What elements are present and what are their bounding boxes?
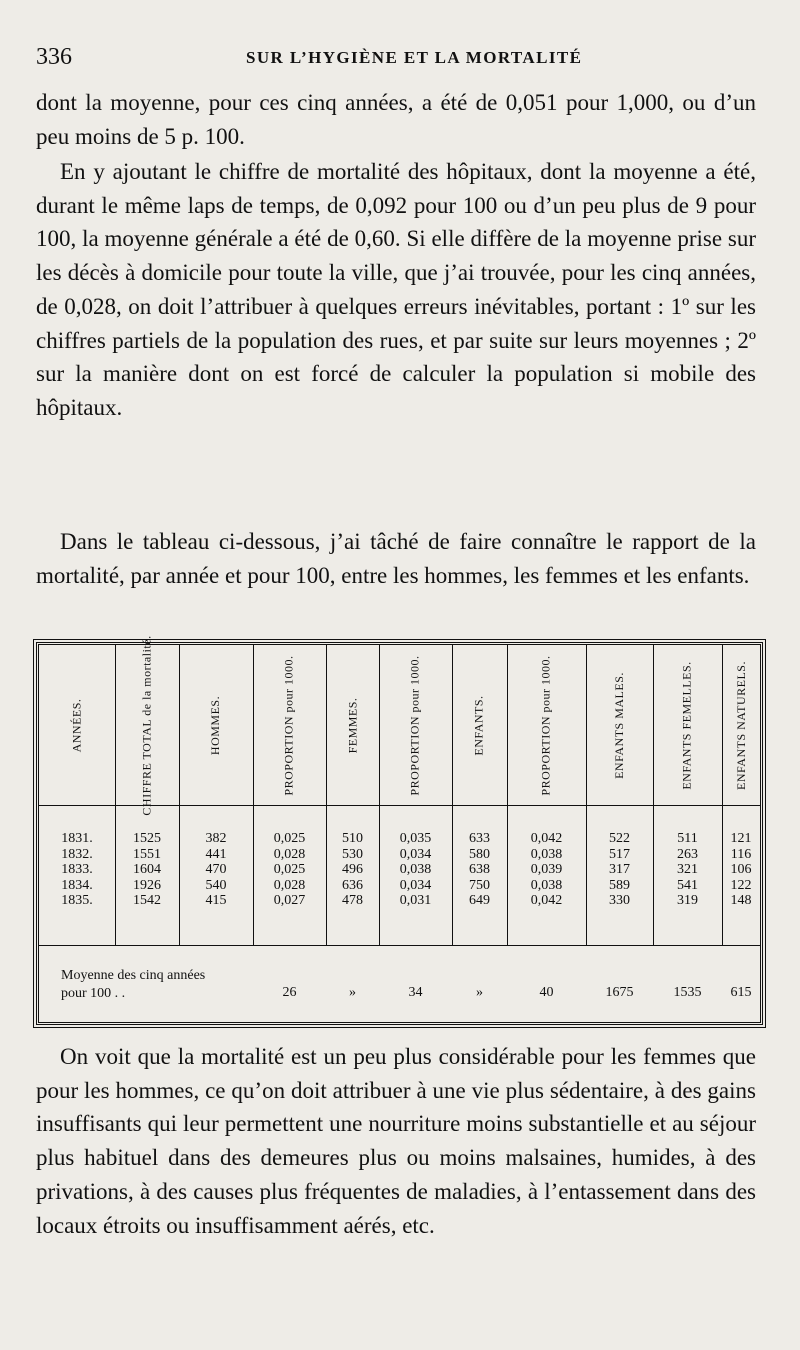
column-values: [179, 831, 253, 909]
table-cell: 319: [677, 893, 698, 908]
column-header: [115, 634, 179, 816]
table-cell: 580: [469, 846, 490, 862]
footer-divider: [39, 945, 760, 946]
table-cell: 1604: [133, 862, 161, 877]
table-cell: 636: [342, 877, 363, 893]
mortality-table: [36, 634, 763, 1025]
footer-value: 40: [539, 985, 554, 1000]
table-cell: 589: [609, 877, 630, 893]
table-cell: 511: [677, 831, 698, 846]
table-cell: 148: [730, 893, 752, 908]
column-header: [179, 645, 253, 805]
paragraph-3: Dans le tableau ci-dessous, j’ai tâché de faire connaître le rapport de la mortalité, par année et pour 100, entre les hommes, les femmes et les enfants.: [36, 529, 756, 588]
table-cell: 415: [205, 893, 227, 908]
table-cell: 510: [342, 831, 363, 846]
table-cell: 541: [677, 877, 698, 893]
column-header: [379, 645, 452, 805]
footer-value: 1675: [605, 985, 634, 1000]
column-values: [253, 831, 326, 909]
table-cell: 1835.: [61, 893, 93, 908]
footer-value: »: [349, 985, 356, 1000]
column-header-label: ANNÉES.: [69, 698, 84, 752]
table-cell: 317: [609, 862, 630, 877]
table-cell: 478: [342, 893, 363, 908]
column-values: [115, 831, 179, 909]
column-header: [653, 645, 722, 805]
table-cell: 121: [730, 831, 752, 846]
column-header-label: ENFANTS MALES.: [612, 671, 627, 779]
table-cell: 0,025: [273, 862, 306, 877]
table-cell: 263: [677, 846, 698, 862]
table-cell: 382: [205, 831, 227, 846]
table-cell: 0,042: [530, 831, 563, 846]
footer-value: 1535: [673, 985, 702, 1000]
column-header-label: ENFANTS NATURELS.: [733, 660, 748, 790]
table-columns: [39, 634, 760, 1022]
paragraph-4: On voit que la mortalité est un peu plus considérable pour les femmes que pour les hommes, ce qu’on doit attribuer à une vie plus sédentaire, à des gains insuffisants qui leur permettent une nourriture moins substantielle et au séjour plus habituel dans des demeures plus ou moins malsaines, humides, à des privations, à des causes plus fréquentes de maladies, à l’entassement dans des locaux étroits ou insuffisamment aérés, etc.: [36, 1044, 756, 1238]
column-header: [586, 645, 653, 805]
table-cell: 0,038: [399, 862, 432, 877]
column-header-label: ENFANTS FEMELLES.: [680, 660, 695, 790]
table-cell: 1551: [133, 846, 161, 862]
column-header: [452, 645, 507, 805]
table-cell: 122: [730, 877, 752, 893]
table-cell: 321: [677, 862, 698, 877]
table-cell: 540: [205, 877, 227, 893]
table-cell: 0,034: [399, 846, 432, 862]
column-values: [653, 831, 722, 909]
table-cell: 517: [609, 846, 630, 862]
table-cell: 638: [469, 862, 490, 877]
table-cell: 0,031: [399, 893, 432, 908]
table-cell: 1832.: [61, 846, 93, 862]
table-cell: 0,034: [399, 877, 432, 893]
page-number: 336: [36, 44, 72, 70]
table-cell: 1833.: [61, 862, 93, 877]
table-cell: 1834.: [61, 877, 93, 893]
table-cell: 470: [205, 862, 227, 877]
column-values: [452, 831, 507, 909]
table-cell: 1525: [133, 831, 161, 846]
page-header: [36, 44, 756, 74]
column-values: [586, 831, 653, 909]
table-cell: 0,038: [530, 877, 563, 893]
table-cell: 330: [609, 893, 630, 908]
column-header: [722, 645, 760, 805]
column-values: [722, 831, 760, 909]
table-cell: 1542: [133, 893, 161, 908]
column-header-label: ENFANTS.: [472, 694, 486, 756]
column-header: [39, 645, 115, 805]
footer-value: »: [476, 985, 483, 1000]
column-header: [253, 645, 326, 805]
paragraph-2: En y ajoutant le chiffre de mortalité des hôpitaux, dont la moyenne a été, durant le même laps de temps, de 0,092 pour 100 ou d’un peu plus de 9 pour 100, la moyenne générale a été de 0,60. Si elle diffère de la moyenne prise sur les décès à domicile pour toute la ville, que j’ai trouvée, pour les cinq années, de 0,028, on doit l’attribuer à quelques erreurs inévitables, portant : 1º sur les chiffres partiels de la population des rues, et par suite sur leurs moyennes ; 2º sur la manière dont on est forcé de calculer la population si mobile des hôpitaux.: [36, 159, 756, 420]
column-header-label: PROPORTION pour 1000.: [539, 654, 553, 796]
table-cell: 0,035: [399, 831, 432, 846]
table-cell: 0,028: [273, 877, 306, 893]
table-cell: 633: [469, 831, 490, 846]
column-values: [379, 831, 452, 909]
column-header: [507, 645, 586, 805]
table-cell: 0,038: [530, 846, 563, 862]
table-cell: 522: [609, 831, 630, 846]
table-cell: 106: [730, 862, 752, 877]
table-cell: 116: [730, 846, 752, 862]
table-cell: 0,028: [273, 846, 306, 862]
table-cell: 750: [469, 877, 490, 893]
column-header-label: HOMMES.: [208, 695, 223, 755]
table-cell: 0,039: [530, 862, 563, 877]
header-divider: [39, 805, 760, 806]
running-title: SUR L’HYGIÈNE ET LA MORTALITÉ: [246, 48, 583, 67]
table-cell: 649: [469, 893, 490, 908]
column-values: [39, 831, 115, 909]
column-values: [507, 831, 586, 909]
column-header-label: PROPORTION pour 1000.: [408, 654, 422, 796]
table-cell: 441: [205, 846, 227, 862]
table-cell: 1831.: [61, 831, 93, 846]
table-cell: 0,042: [530, 893, 563, 908]
table-cell: 0,027: [273, 893, 306, 908]
footer-value: 615: [730, 985, 752, 1000]
footer-value: 34: [408, 985, 423, 1000]
paragraph-1: dont la moyenne, pour ces cinq années, a été de 0,051 pour 1,000, ou d’un peu moins de 5 p. 100.: [36, 90, 756, 149]
table-cell: 530: [342, 846, 363, 862]
column-header-label: CHIFFRE TOTAL de la mortalité.: [139, 634, 154, 816]
column-values: [326, 831, 379, 909]
table-cell: 496: [342, 862, 363, 877]
footer-label: Moyenne des cinq années pour 100 . .: [61, 968, 206, 1001]
table-cell: 0,025: [273, 831, 306, 846]
footer-value: 26: [282, 985, 297, 1000]
column-header: [326, 645, 379, 805]
table-cell: 1926: [133, 877, 161, 893]
column-header-label: PROPORTION pour 1000.: [282, 654, 296, 796]
column-header-label: FEMMES.: [345, 697, 360, 753]
